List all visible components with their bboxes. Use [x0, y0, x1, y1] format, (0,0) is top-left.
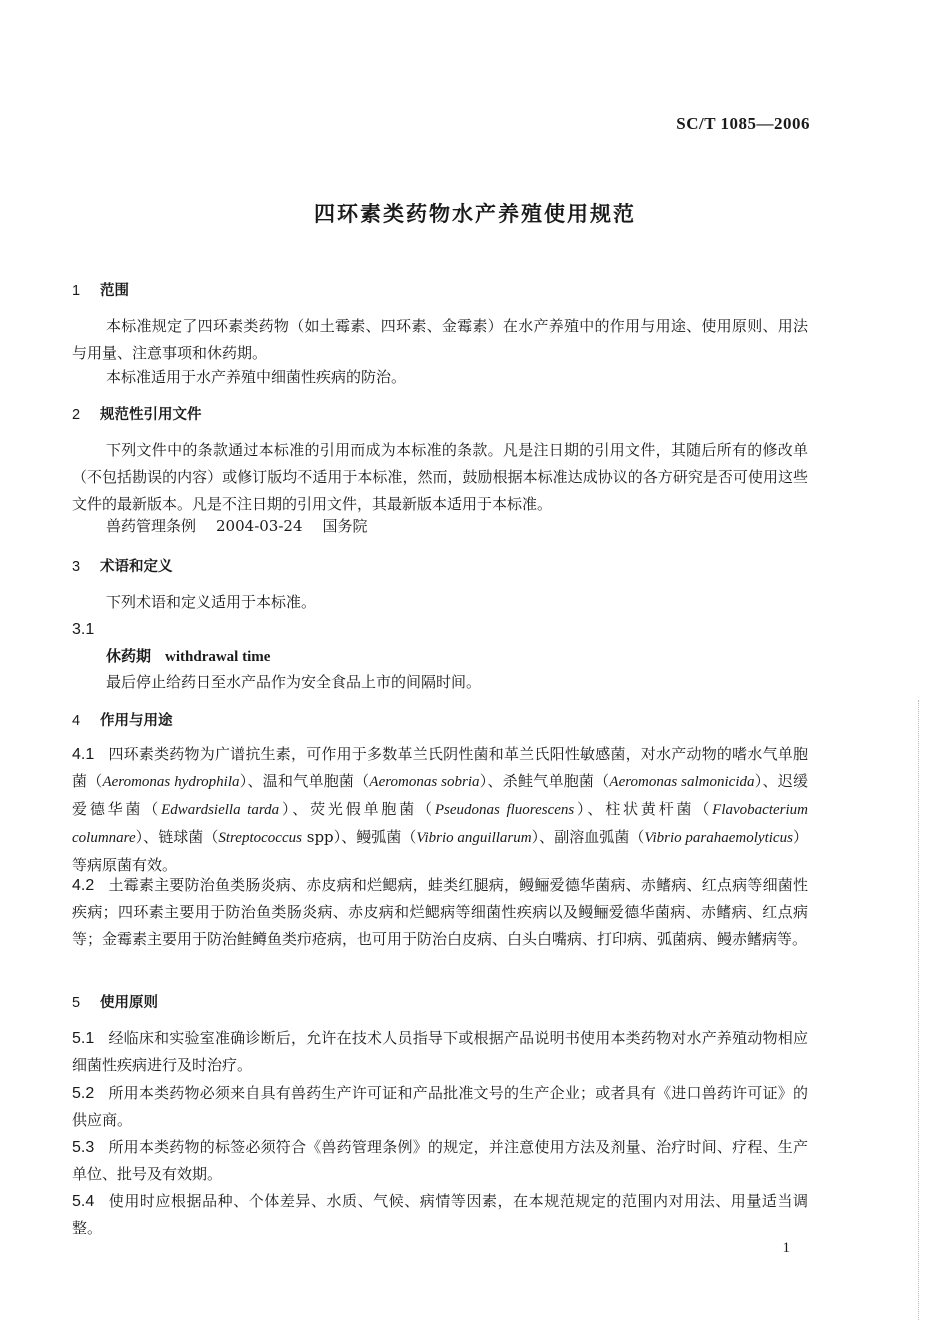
- document-title: 四环素类药物水产养殖使用规范: [314, 202, 636, 226]
- clause-3-1-number: 3.1: [72, 621, 95, 638]
- section-2-heading: [72, 403, 202, 424]
- text-run: ）、副溶血弧菌（: [531, 828, 645, 846]
- section-number: 1: [72, 283, 81, 299]
- scan-edge-divider: [918, 700, 920, 1320]
- section-2-paragraph-1: 下列文件中的条款通过本标准的引用而成为本标准的条款。凡是注日期的引用文件，其随后所有的修改单（不包括勘误的内容）或修订版均不适用于本标准，然而，鼓励根据本标准达成协议的各方研究是否可使用这些文件的最新版本。凡是不注日期的引用文件，其最新版本适用于本标准。: [72, 441, 808, 513]
- section-number: 3: [72, 559, 81, 575]
- term-chinese: 休药期: [106, 647, 152, 665]
- text-run: spp）、鳗弧菌（: [301, 828, 417, 846]
- section-1-paragraph-2: 本标准适用于水产养殖中细菌性疾病的防治。: [106, 368, 407, 386]
- normative-reference: [106, 515, 388, 536]
- clause-text: 经临床和实验室准确诊断后，允许在技术人员指导下或根据产品说明书使用本类药物对水产养殖动物相应细菌性疾病进行及时治疗。: [72, 1029, 808, 1074]
- text-run: ）、杀鲑气单胞菌（: [479, 772, 610, 790]
- section-title: 术语和定义: [100, 559, 173, 575]
- clause-number: 5.1: [72, 1030, 95, 1047]
- clause-5-4: [72, 1188, 808, 1242]
- section-1-heading: [72, 279, 129, 300]
- text-run: ）、柱状黄杆菌（: [574, 800, 713, 818]
- clause-number: 4.1: [72, 746, 95, 763]
- text-run: 四环素类药物为广谱抗生素，可作用于多数革兰氏阴性菌和革兰氏阳性敏感菌，对水产动物的嗜水气单胞菌（: [72, 745, 808, 790]
- section-title: 使用原则: [100, 995, 158, 1011]
- clause-4-2: [72, 872, 808, 953]
- species-name: Streptococcus: [218, 830, 302, 846]
- species-name: Pseudonas fluorescens: [434, 802, 575, 818]
- section-number: 5: [72, 995, 81, 1011]
- reference-name: 兽药管理条例: [106, 517, 197, 535]
- text-run: ）、温和气单胞菌（: [239, 772, 370, 790]
- species-name: Edwardsiella tarda: [161, 802, 280, 818]
- species-name: Aeromonas hydrophila: [102, 774, 240, 790]
- clause-number: 5.4: [72, 1193, 95, 1210]
- reference-issuer: 国务院: [322, 517, 368, 535]
- section-1-paragraph-1: 本标准规定了四环素类药物（如土霉素、四环素、金霉素）在水产养殖中的作用与用途、使用原则、用法与用量、注意事项和休药期。: [72, 317, 808, 362]
- clause-number: 5.3: [72, 1139, 95, 1156]
- species-name: Vibrio parahaemolyticus: [644, 830, 793, 846]
- clause-text: 所用本类药物必须来自具有兽药生产许可证和产品批准文号的生产企业；或者具有《进口兽药许可证》的供应商。: [72, 1084, 808, 1129]
- section-title: 规范性引用文件: [100, 407, 202, 423]
- clause-number: 4.2: [72, 877, 95, 894]
- standard-code: SC/T 1085—2006: [676, 114, 810, 133]
- section-3-paragraph-1: 下列术语和定义适用于本标准。: [106, 593, 317, 611]
- text-run: ）、链球菌（: [135, 828, 219, 846]
- term-entry: [106, 645, 270, 666]
- term-english: withdrawal time: [165, 649, 271, 665]
- reference-date: 2004-03-24: [216, 517, 303, 535]
- species-name: Aeromonas salmonicida: [609, 774, 755, 790]
- clause-4-1: [72, 741, 808, 879]
- section-5-heading: [72, 991, 158, 1012]
- section-title: 范围: [100, 283, 129, 299]
- section-4-heading: [72, 709, 173, 730]
- clause-5-3: [72, 1134, 808, 1188]
- species-name: Flavobacterium columnare: [72, 802, 808, 846]
- species-name: Aeromonas sobria: [369, 774, 480, 790]
- page-number: 1: [782, 1240, 790, 1256]
- clause-5-1: [72, 1025, 808, 1079]
- clause-text: 使用时应根据品种、个体差异、水质、气候、病情等因素，在本规范规定的范围内对用法、用量适当调整。: [72, 1192, 808, 1237]
- clause-number: 5.2: [72, 1085, 95, 1102]
- section-title: 作用与用途: [100, 713, 173, 729]
- text-run: ）等病原菌有效。: [72, 828, 808, 874]
- text-run: ）、荧光假单胞菌（: [279, 800, 435, 818]
- section-number: 4: [72, 713, 81, 729]
- section-number: 2: [72, 407, 81, 423]
- term-definition: 最后停止给药日至水产品作为安全食品上市的间隔时间。: [106, 673, 482, 691]
- species-name: Vibrio anguillarum: [416, 830, 532, 846]
- clause-text: 所用本类药物的标签必须符合《兽药管理条例》的规定，并注意使用方法及剂量、治疗时间、疗程、生产单位、批号及有效期。: [72, 1138, 808, 1183]
- text-run: ）、迟缓爱德华菌（: [72, 772, 808, 818]
- clause-5-2: [72, 1080, 808, 1134]
- clause-text: 土霉素主要防治鱼类肠炎病、赤皮病和烂鳃病，蛙类红腿病，鳗鲡爱德华菌病、赤鳍病、红点病等细菌性疾病；四环素主要用于防治鱼类肠炎病、赤皮病和烂鳃病等细菌性疾病以及鳗鲡爱德华菌病、赤鳍病、红点病等；金霉素主要用于防治鲑鳟鱼类疖疮病，也可用于防治白皮病、白头白嘴病、打印病、弧菌病、鳗赤鳍病等。: [72, 876, 808, 948]
- section-3-heading: [72, 555, 173, 576]
